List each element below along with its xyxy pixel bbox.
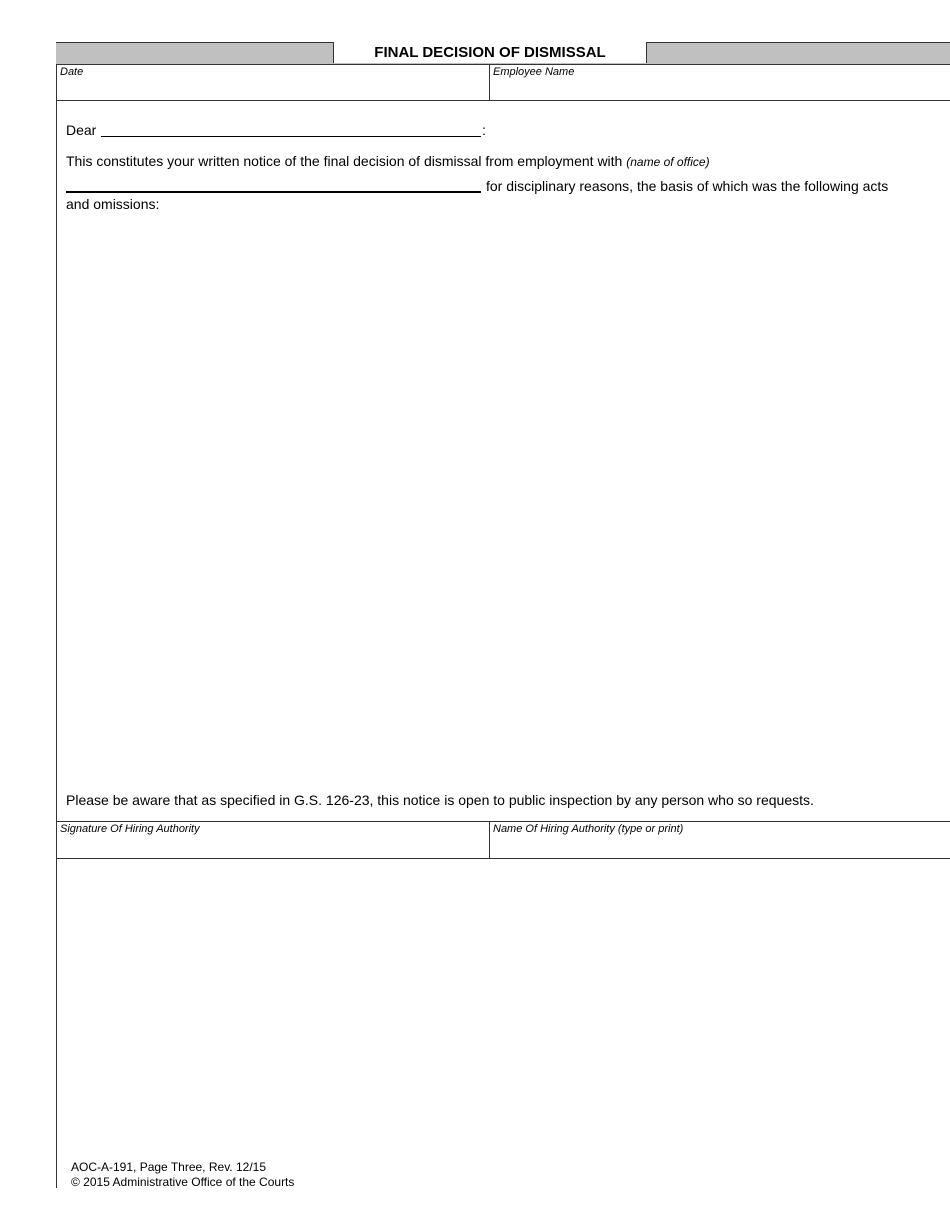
signature-label: Signature Of Hiring Authority xyxy=(60,823,200,835)
notice-text xyxy=(66,153,710,169)
copyright: © 2015 Administrative Office of the Courts xyxy=(71,1175,295,1189)
hiring-name-label: Name Of Hiring Authority (type or print) xyxy=(493,823,684,835)
name-of-office-hint: (name of office) xyxy=(626,155,710,169)
date-label: Date xyxy=(60,66,84,78)
employee-name-label: Employee Name xyxy=(493,66,575,78)
divider xyxy=(56,100,950,101)
notice-sentence: This constitutes your written notice of the final decision of dismissal from employment with xyxy=(66,153,623,169)
omissions-text: and omissions: xyxy=(66,196,160,212)
left-border xyxy=(56,42,57,1188)
office-name-field[interactable] xyxy=(66,176,481,193)
form-id: AOC-A-191, Page Three, Rev. 12/15 xyxy=(71,1160,266,1174)
public-notice: Please be aware that as specified in G.S. 126-23, this notice is open to public inspection by any person who so requests. xyxy=(66,792,814,808)
acts-omissions-area[interactable] xyxy=(60,218,940,778)
divider xyxy=(56,858,950,859)
dear-label: Dear xyxy=(66,122,97,138)
reasons-text: for disciplinary reasons, the basis of which was the following acts xyxy=(486,178,889,194)
employee-name-field[interactable] xyxy=(490,64,950,100)
hiring-name-field[interactable] xyxy=(490,822,950,858)
page-title: FINAL DECISION OF DISMISSAL xyxy=(333,42,647,63)
dear-colon: : xyxy=(482,122,486,138)
date-field[interactable] xyxy=(57,64,488,100)
signature-field[interactable] xyxy=(57,822,488,858)
recipient-name-field[interactable] xyxy=(101,120,481,137)
